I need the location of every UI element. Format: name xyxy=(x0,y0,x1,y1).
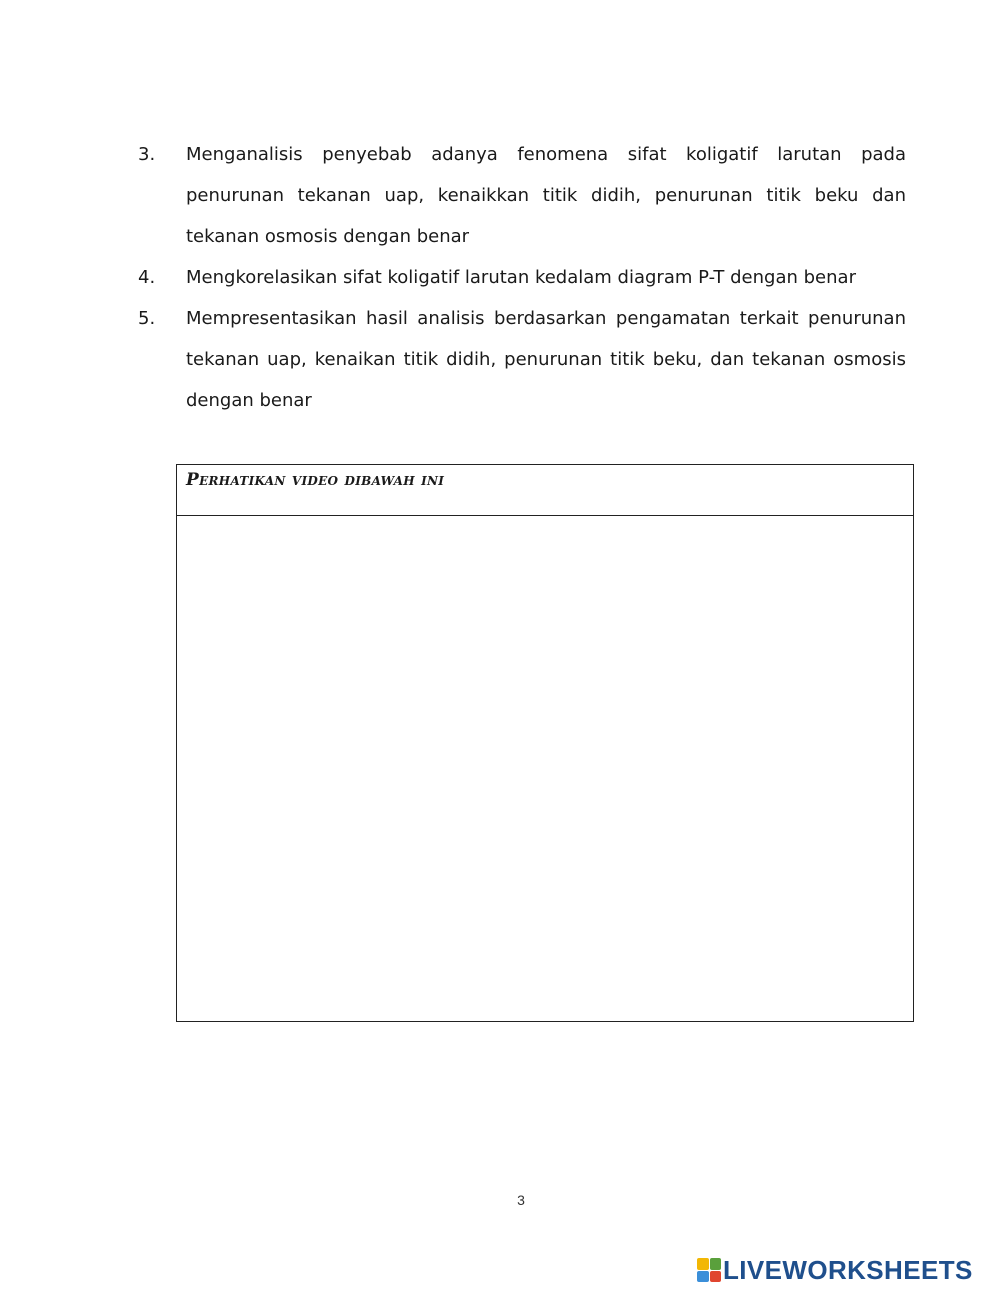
logo-tile xyxy=(710,1258,722,1270)
brand-name: LIVEWORKSHEETS xyxy=(723,1255,973,1285)
video-box xyxy=(176,464,914,1022)
objective-item xyxy=(138,134,906,257)
page-number: 3 xyxy=(517,1192,525,1208)
video-box-title: Perhatikan video dibawah ini xyxy=(186,470,445,490)
logo-tile xyxy=(697,1258,709,1270)
objective-number: 4. xyxy=(138,267,156,288)
logo-tile xyxy=(710,1271,722,1283)
objective-text: Mempresentasikan hasil analisis berdasarkan pengamatan terkait penurunan tekanan uap, kenaikan titik didih, penurunan titik beku, dan tekanan osmosis dengan benar xyxy=(186,308,906,411)
liveworksheets-brand xyxy=(697,1253,973,1287)
objective-text: Menganalisis penyebab adanya fenomena sifat koligatif larutan pada penurunan tekanan uap, kenaikkan titik didih, penurunan titik beku dan tekanan osmosis dengan benar xyxy=(186,144,906,247)
objective-item xyxy=(138,298,906,421)
liveworksheets-logo-icon xyxy=(697,1258,721,1282)
video-embed-area[interactable] xyxy=(177,516,913,1019)
objective-text: Mengkorelasikan sifat koligatif larutan kedalam diagram P-T dengan benar xyxy=(186,267,856,288)
objective-item xyxy=(138,257,906,298)
objective-number: 5. xyxy=(138,308,156,329)
objective-number: 3. xyxy=(138,144,156,165)
logo-tile xyxy=(697,1271,709,1283)
video-box-header xyxy=(177,465,913,516)
learning-objectives-list xyxy=(138,134,906,421)
